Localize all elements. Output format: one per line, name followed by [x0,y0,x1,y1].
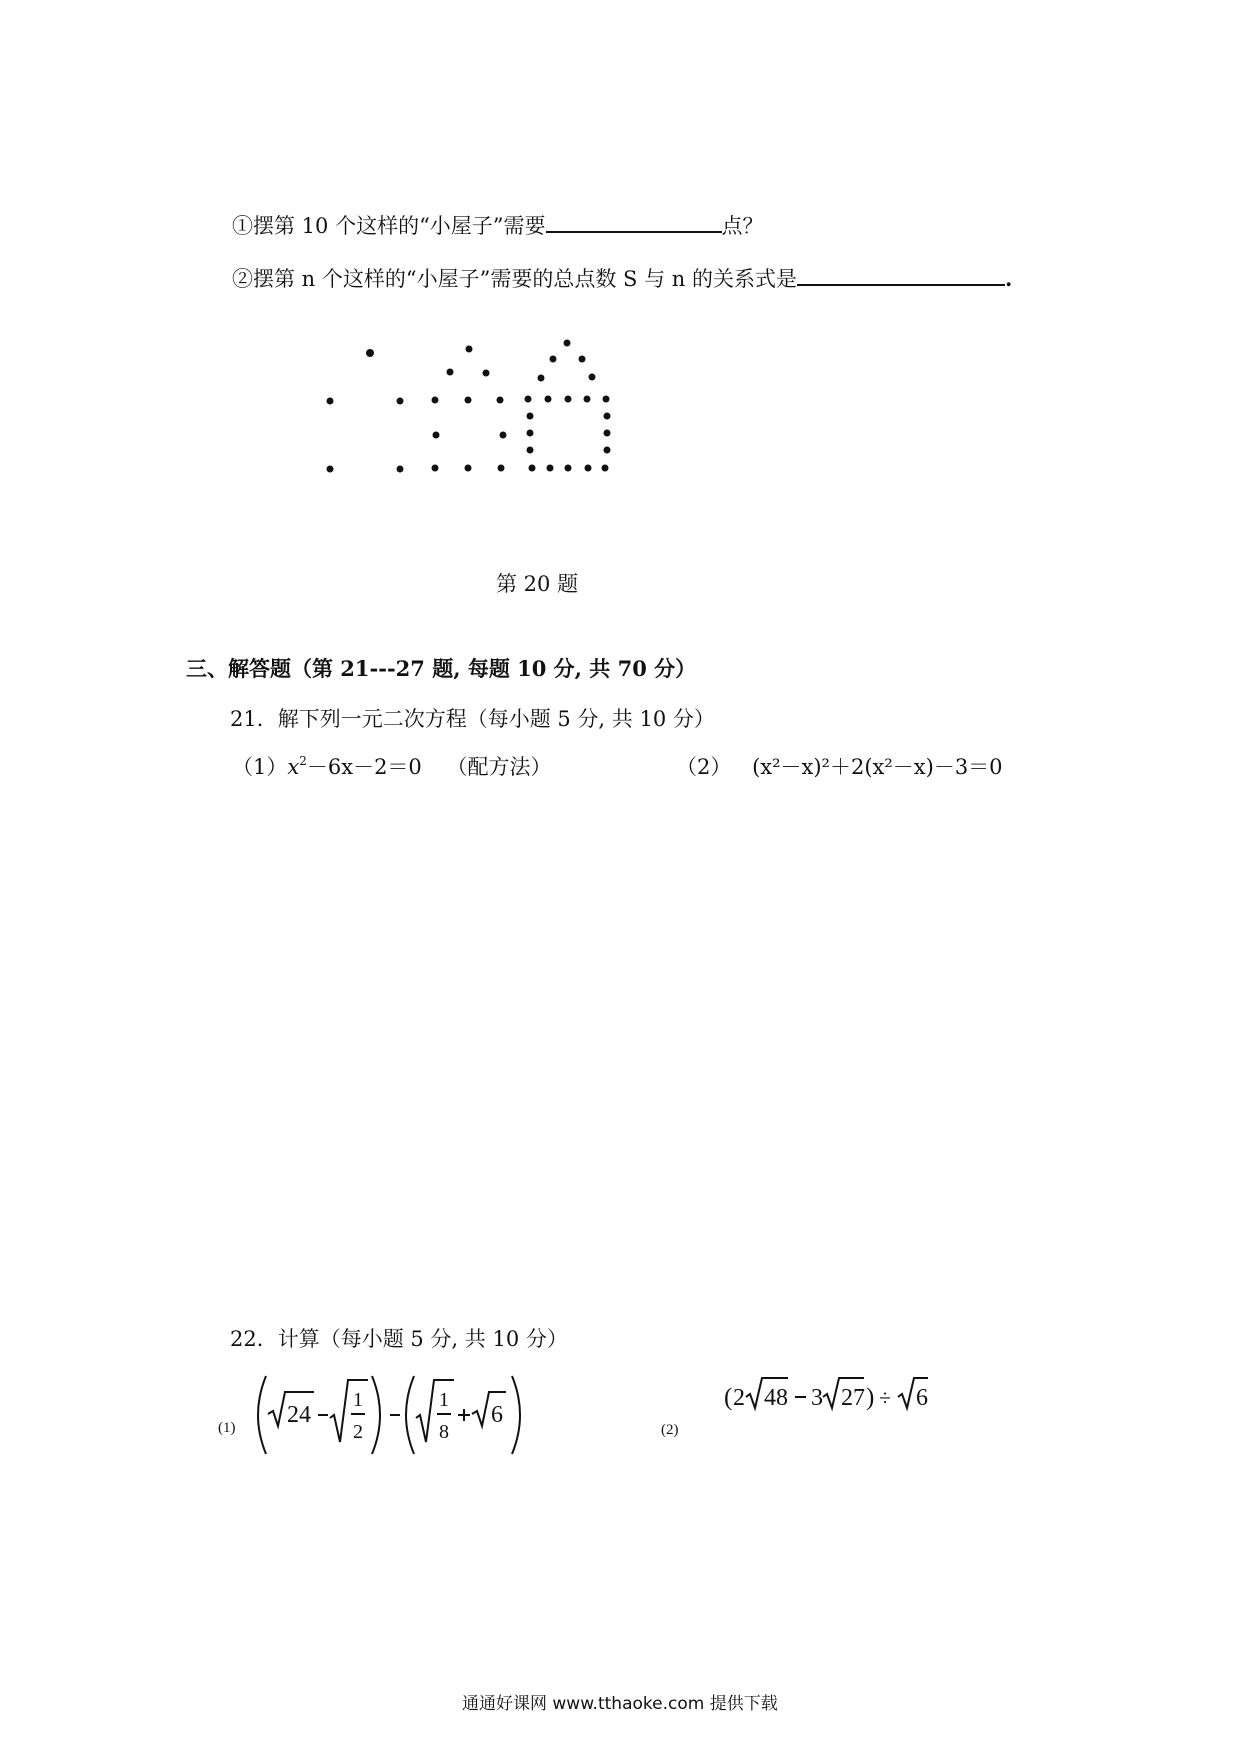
q21-part1-exp: 2 [299,754,307,768]
house3-dot [538,375,545,382]
q21-part1-eq-tail: －6x－2＝0 [306,755,422,779]
q20-item2-prefix: ②摆第 n 个这样的“小屋子”需要的总点数 S 与 n 的关系式是 [232,267,797,291]
right-paren [372,1376,380,1454]
q22-part2-r3: 6 [916,1385,928,1411]
house3-dot [603,396,610,403]
house3-dot [604,413,611,420]
house1-dot [366,349,374,357]
house3-dot [585,465,592,472]
house1-dot [397,398,404,405]
q22-part1-n1: 24 [287,1402,311,1428]
q22-part1-n2: 1 [353,1389,363,1411]
q22-part2-c1: 2 [733,1385,745,1411]
house3-dot [525,396,532,403]
q20-item2 [232,263,1012,293]
q21-title: 21．解下列一元二次方程（每小题 5 分, 共 10 分） [230,707,715,731]
q20-item2-suffix: . [1004,266,1013,291]
q20-item1-prefix: ①摆第 10 个这样的“小屋子”需要 [232,214,546,238]
q22-part1-d3: 8 [439,1421,449,1443]
house2-dot [466,346,473,353]
section3-heading: 三、解答题（第 21---27 题, 每题 10 分, 共 70 分） [186,656,697,681]
house3-dot [527,413,534,420]
q21-part1-label: （1） [232,755,288,779]
house2-dot [432,465,439,472]
q20-dot-house-figure [300,330,720,480]
q22-part1-label: (1) [218,1420,236,1436]
q22-part2-c2: 3 [811,1385,823,1411]
house1-dot [327,398,334,405]
house3-dot [602,465,609,472]
house2-dot [447,369,454,376]
q20-figure-caption: 第 20 题 [496,572,579,596]
q22-part2-close-paren: ) [866,1384,875,1411]
house2-dot [433,432,440,439]
q22-part2-expression [724,1370,944,1420]
q21-part2-eq: (x²－x)²＋2(x²－x)－3＝0 [752,755,1003,779]
q22-part2-r1: 48 [764,1385,788,1411]
q20-item1-suffix: 点？ [721,214,764,238]
house1-dot [397,466,404,473]
q22-part1-n4: 6 [491,1402,503,1428]
left-paren [406,1376,414,1454]
q20-item1 [232,210,764,240]
house3-dot [527,447,534,454]
house2-dot [498,465,505,472]
house2-dot [465,465,472,472]
q22-part2-label: (2) [661,1422,679,1438]
house2-dot [497,397,504,404]
house3-dot [527,430,534,437]
house2-dot [465,397,472,404]
q22-part1-n3: 1 [439,1389,449,1411]
house3-dot [545,396,552,403]
house2-dot [432,397,439,404]
house3-dot [529,465,536,472]
house3-dot [584,396,591,403]
q22-part2-divide-sign: ÷ [879,1385,892,1410]
q21-part1-method: （配方法） [446,755,552,779]
house3-dot [604,430,611,437]
right-paren [512,1376,520,1454]
q21-part2 [676,751,1003,781]
house2-dot [500,432,507,439]
q22-part2-open-paren: ( [724,1384,733,1411]
house3-dot [564,340,571,347]
house1-dot [327,466,334,473]
q21-part2-label: （2） [676,755,732,779]
house3-dot [589,374,596,381]
house3-dot [565,465,572,472]
q22-part2-r2: 27 [841,1385,865,1411]
house3-dot [579,356,586,363]
q22-part1-expression [250,1370,540,1460]
house3-dot [604,447,611,454]
q20-item1-answer-blank [546,213,722,233]
q21-part1-var: x [287,755,300,779]
house2-dot [483,370,490,377]
house3-dot [550,356,557,363]
house3-dot [547,465,554,472]
q22-title: 22．计算（每小题 5 分, 共 10 分） [230,1327,568,1351]
q21-part1 [232,751,551,781]
q20-item2-answer-blank [797,266,1005,286]
left-paren [258,1376,266,1454]
house3-dot [565,396,572,403]
page-footer: 通通好课网 www.tthaoke.com 提供下载 [462,1694,778,1714]
q22-part1-d2: 2 [353,1421,363,1443]
